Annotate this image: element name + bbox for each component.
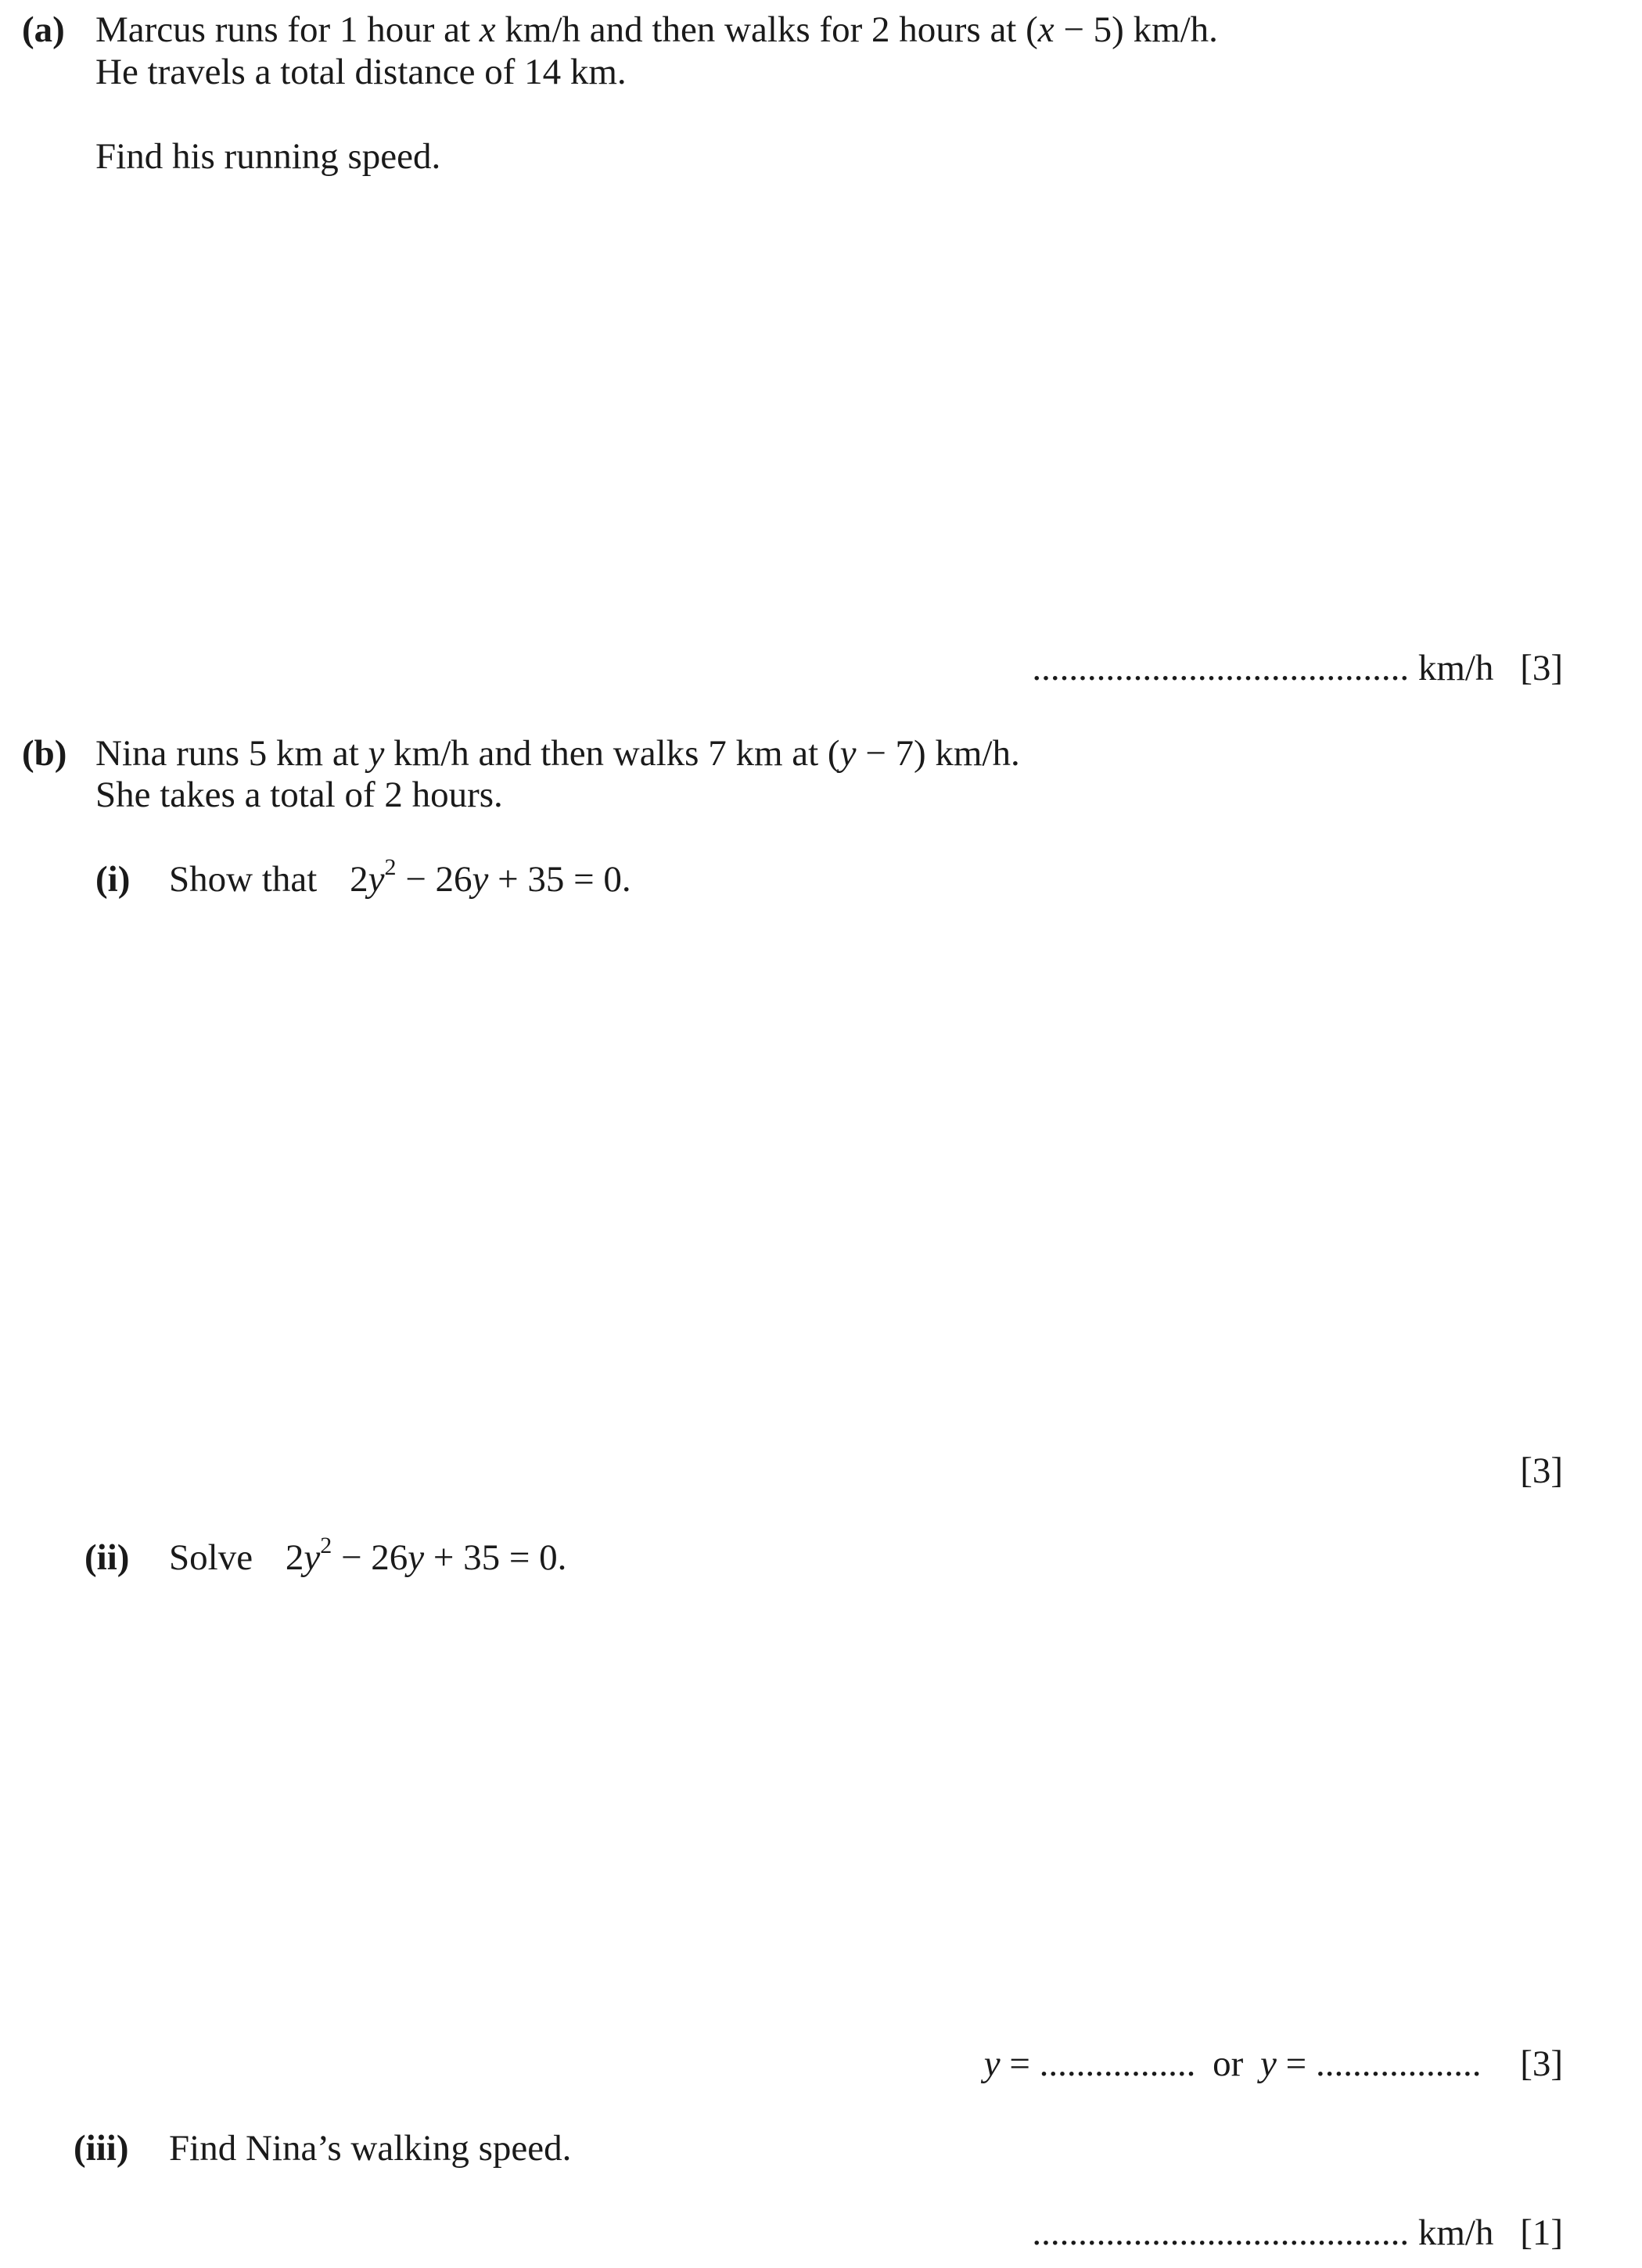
- var-y: y: [304, 1537, 321, 1578]
- sub-ii-label: (ii): [84, 1537, 130, 1578]
- var-y: y: [368, 859, 385, 900]
- or-text: or: [1213, 2043, 1244, 2084]
- sub-i-equation: [350, 854, 631, 900]
- sub-i-marks: [3]: [1520, 1450, 1563, 1491]
- part-a-line1-mid: km/h and then walks for 2 hours at (: [495, 9, 1038, 50]
- answer-dots: ..................: [1315, 2043, 1482, 2084]
- part-a-line1-post: − 5) km/h.: [1054, 9, 1218, 50]
- sub-ii-answer-line: [984, 2042, 1563, 2086]
- part-b-label: (b): [22, 733, 67, 774]
- eq-term: − 26: [332, 1537, 408, 1578]
- eq-exponent: 2: [320, 1533, 332, 1559]
- marks: [1]: [1520, 2212, 1563, 2253]
- answer-unit: km/h: [1417, 2212, 1494, 2253]
- part-b-line1-post: − 7) km/h.: [856, 733, 1020, 774]
- var-x: x: [1037, 9, 1055, 50]
- var-y: y: [472, 859, 489, 900]
- part-a-label: (a): [22, 9, 65, 50]
- var-y: y: [1260, 2043, 1277, 2084]
- marks: [3]: [1520, 2043, 1563, 2084]
- sub-iii-answer-line: [1032, 2211, 1563, 2255]
- sub-ii-text: [169, 1533, 567, 1580]
- part-a-line1: [95, 8, 1218, 52]
- eq-term: − 26: [396, 859, 472, 900]
- answer-dots: .........................................: [1032, 648, 1410, 688]
- var-y: y: [983, 2043, 1001, 2084]
- answer-unit: km/h: [1417, 648, 1494, 688]
- sub-i-label: (i): [95, 859, 131, 900]
- var-y: y: [839, 733, 857, 774]
- equals: =: [1276, 2043, 1316, 2084]
- part-a-answer-line: [1032, 646, 1563, 690]
- answer-dots: .................: [1039, 2043, 1196, 2084]
- sub-iii-text: Find Nina’s walking speed.: [169, 2128, 572, 2169]
- var-x: x: [479, 9, 496, 50]
- eq-term: + 35 = 0.: [488, 859, 631, 900]
- part-a-line1-pre: Marcus runs for 1 hour at: [95, 9, 480, 50]
- answer-dots: .........................................: [1032, 2212, 1410, 2253]
- var-y: y: [408, 1537, 425, 1578]
- equals: =: [1000, 2043, 1040, 2084]
- part-b-line1: [95, 731, 1020, 775]
- part-b-line1-mid: km/h and then walks 7 km at (: [384, 733, 840, 774]
- sub-i-text: [169, 854, 631, 901]
- part-b-line2: She takes a total of 2 hours.: [95, 775, 503, 815]
- eq-coef: 2: [285, 1537, 304, 1578]
- eq-term: + 35 = 0.: [424, 1537, 567, 1578]
- marks: [3]: [1520, 648, 1563, 688]
- eq-exponent: 2: [384, 854, 397, 881]
- var-y: y: [368, 733, 385, 774]
- eq-coef: 2: [350, 859, 368, 900]
- part-b-line1-pre: Nina runs 5 km at: [95, 733, 368, 774]
- sub-ii-equation: [285, 1533, 567, 1578]
- part-a-prompt: Find his running speed.: [95, 136, 441, 177]
- part-a-line2: He travels a total distance of 14 km.: [95, 52, 627, 92]
- sub-ii-instruction: Solve: [169, 1537, 253, 1578]
- sub-iii-label: (iii): [74, 2128, 129, 2169]
- sub-i-instruction: Show that: [169, 859, 318, 900]
